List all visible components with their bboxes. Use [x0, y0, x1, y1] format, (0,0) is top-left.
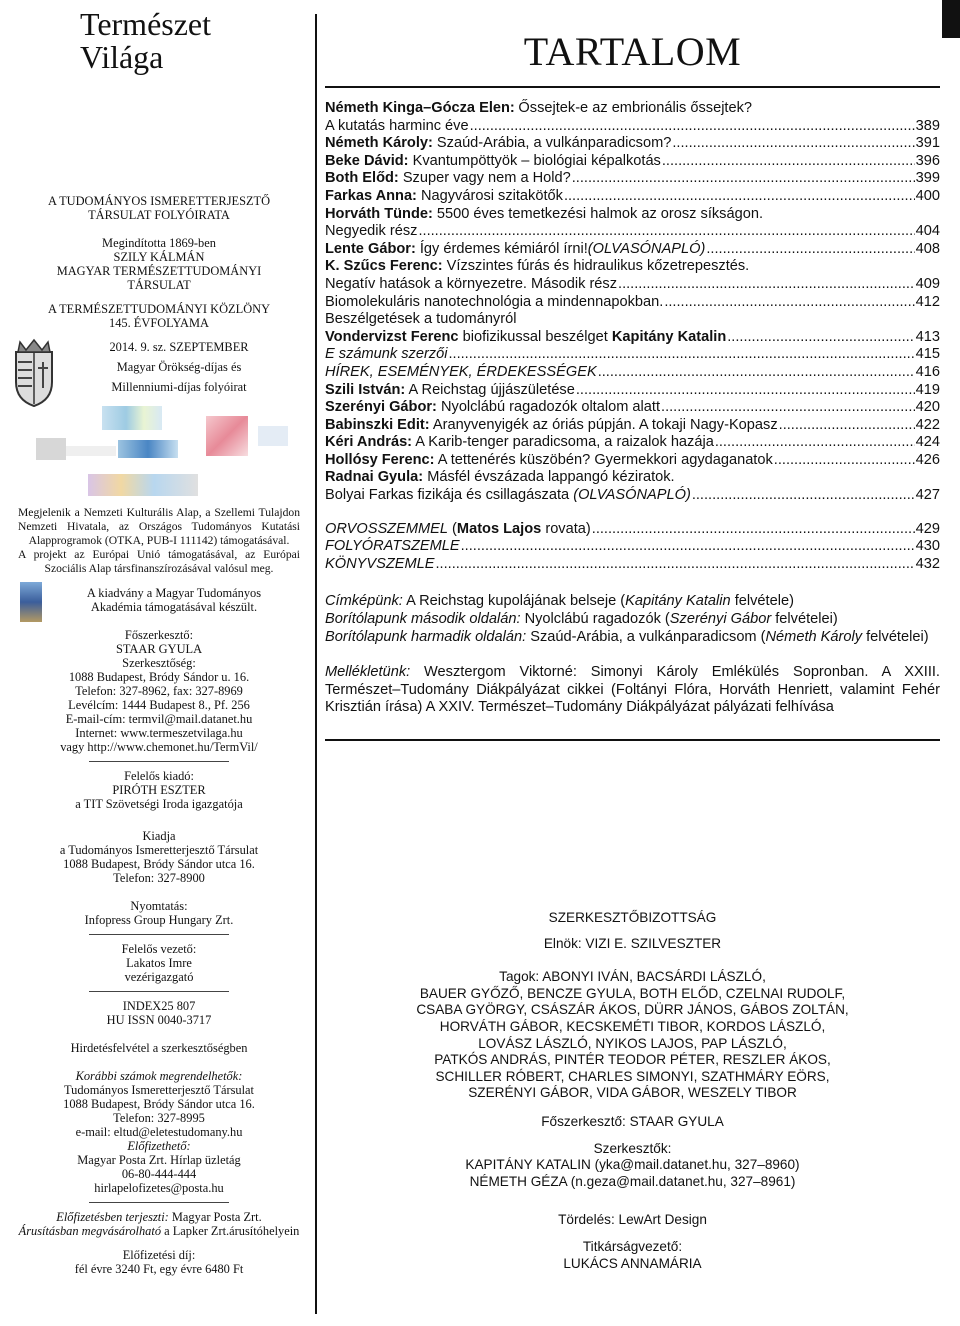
toc-author: Kapitány Katalin: [611, 328, 727, 345]
toc-title-text: Így érdemes kémiáról írni!: [419, 240, 588, 257]
toc-leader: [661, 399, 915, 417]
toc-page: 419: [915, 381, 940, 398]
toc-title-text: Biomolekuláris nanotechnológia a mindennapokban.: [325, 293, 664, 310]
supplement: [325, 664, 940, 717]
board-member-line: Tagok: ABONYI IVÁN, BACSÁRDI LÁSZLÓ,: [499, 969, 766, 985]
toc-leader: [692, 487, 915, 505]
toc-author: Farkas Anna:: [325, 187, 417, 204]
sponsor-logos: [18, 406, 300, 496]
toc-leader: [448, 346, 914, 364]
awards-line: Millenniumi-díjas folyóirat: [111, 380, 247, 394]
toc-leader: [664, 294, 914, 312]
cover-text: Nyolclábú ragadozók (: [524, 611, 670, 628]
price-line: fél évre 3240 Ft, egy évre 6480 Ft: [74, 1262, 244, 1276]
editor-name: STAAR GYULA: [115, 642, 203, 656]
toc-entry[interactable]: [325, 452, 940, 470]
page-corner-tab: [942, 0, 960, 38]
kozlony-line: A TERMÉSZETTUDOMÁNYI KÖZLÖNY: [47, 302, 271, 316]
toc-entry[interactable]: [325, 399, 940, 417]
board-member-line: SCHILLER RÓBERT, CHARLES SIMONYI, SZATHMÁRY EÖRS,: [435, 1068, 830, 1084]
board-members: [325, 969, 940, 1102]
toc-page: 396: [915, 152, 940, 169]
toc-entry[interactable]: [325, 206, 940, 241]
society-line: TÁRSULAT FOLYÓIRATA: [88, 208, 230, 222]
toc-title-text: Másfél évszázada lappangó kéziratok.: [427, 469, 675, 486]
toc-columns-list: [325, 521, 940, 574]
subscription-line: Magyar Posta Zrt. Hírlap üzletág: [77, 1153, 241, 1167]
toc-author: Szerényi Gábor:: [325, 399, 437, 416]
divider: [89, 761, 229, 762]
toc-entry[interactable]: [325, 556, 940, 574]
toc-author: K. Szűcs Ferenc:: [325, 258, 443, 275]
manager-line: Felelős vezető:: [121, 942, 197, 956]
toc-author: Both Előd:: [325, 170, 399, 187]
founded-line: Megindította 1869-ben: [102, 236, 216, 250]
toc-page: 404: [915, 223, 940, 240]
sponsor-logo: [66, 446, 116, 456]
board-layout: Tördelés: LewArt Design: [558, 1212, 707, 1228]
society-line: A TUDOMÁNYOS ISMERETTERJESZTŐ: [47, 194, 271, 208]
issue-date: 2014. 9. sz. SZEPTEMBER: [109, 340, 249, 354]
toc-page: 427: [915, 487, 940, 504]
toc-entry[interactable]: [325, 329, 940, 347]
toc-leader: [618, 276, 915, 294]
board-editors-label: Szerkesztők:: [593, 1140, 672, 1156]
toc-page: 400: [915, 187, 940, 204]
toc-title-text: E számunk szerzői: [325, 346, 448, 363]
toc-title-text: Szuper vagy nem a Hold?: [402, 170, 571, 187]
office-line: 1088 Budapest, Bródy Sándor u. 16.: [68, 670, 250, 684]
founded-line: SZILY KÁLMÁN: [113, 250, 205, 264]
support-text: Megjelenik a Nemzeti Kulturális Alap, a Szellemi Tulajdon Nemzeti Hivatala, az Országos Tudományos Kutatási Alapprogramok (OTKA, PUB-I 111142) támogatásával.: [18, 506, 300, 547]
board-member-line: LOVÁSZ LÁSZLÓ, NYIKOS LAJOS, PAP LÁSZLÓ,: [478, 1035, 787, 1051]
cover-credit: Németh Károly: [765, 628, 863, 645]
distribution-label: Árusításban megvásárolható: [18, 1224, 162, 1238]
toc-author: Lente Gábor:: [325, 240, 416, 257]
toc-leader: [576, 382, 915, 400]
board-member-line: PATKÓS ANDRÁS, PINTÉR TEODOR PÉTER, RESZLER ÁKOS,: [434, 1052, 831, 1068]
toc-leader: [598, 364, 915, 382]
toc-leader: [592, 521, 915, 539]
toc-title-text: Szaúd-Arábia, a vulkánparadicsom?: [436, 135, 672, 152]
toc-entry[interactable]: [325, 135, 940, 153]
toc-column-name: ORVOSSZEMMEL: [325, 520, 448, 537]
office-line: Internet: www.termeszetvilaga.hu: [75, 726, 243, 740]
toc-title-text: Negatív hatások a környezetre. Második rész: [325, 275, 618, 292]
toc-page: 399: [915, 170, 940, 187]
toc-page: 416: [915, 363, 940, 380]
contents-column: [325, 0, 940, 741]
sponsor-logo: [206, 416, 248, 456]
toc-entry[interactable]: [325, 364, 940, 382]
toc-page: 391: [915, 135, 940, 152]
print-line: Infopress Group Hungary Zrt.: [84, 913, 234, 927]
toc-title-text: HÍREK, ESEMÉNYEK, ÉRDEKESSÉGEK: [325, 363, 597, 380]
board-secretary-label: Titkárságvezető:: [582, 1238, 683, 1254]
toc-page: 413: [915, 328, 940, 345]
toc-author: Beke Dávid:: [325, 152, 409, 169]
awards-line: Magyar Örökség-díjas és: [116, 360, 242, 374]
toc-page: 412: [915, 293, 940, 310]
toc-entry[interactable]: ORVOSSZEMMEL (Matos Lajos rovata) ..... 429: [325, 521, 940, 539]
subscription-line: 06-80-444-444: [121, 1167, 197, 1181]
toc-section-tag: (OLVASÓNAPLÓ): [573, 487, 691, 504]
manager-line: Lakatos Imre: [126, 956, 192, 970]
toc-leader: [564, 188, 915, 206]
board-member-line: HORVÁTH GÁBOR, KECSKEMÉTI TIBOR, KORDOS LÁSZLÓ,: [439, 1018, 826, 1034]
index-line: HU ISSN 0040-3717: [106, 1013, 212, 1027]
toc-title-text: Negyedik rész: [325, 223, 418, 240]
toc-page: 420: [915, 399, 940, 416]
subscription-label-text: Előfizethető:: [127, 1139, 191, 1153]
sponsor-logo: [88, 474, 198, 496]
section-rule: [325, 739, 940, 741]
masthead: [18, 8, 300, 74]
toc-page: 409: [915, 275, 940, 292]
divider: [89, 1202, 229, 1203]
toc-list: [325, 100, 940, 505]
toc-title-text: Bolyai Farkas fizikája és csillagászata: [325, 487, 570, 504]
toc-entry[interactable]: [325, 538, 940, 556]
cover-label: Borítólapunk harmadik oldalán:: [325, 628, 527, 645]
toc-title-text: A Reichstag újjászületése: [408, 381, 575, 398]
cover-credit: Szerényi Gábor: [669, 611, 772, 628]
toc-page: 430: [915, 538, 940, 555]
toc-leader: [470, 118, 915, 136]
toc-entry[interactable]: [325, 294, 940, 312]
editorial-board: [325, 910, 940, 1272]
office-line: E-mail-cím: termvil@mail.datanet.hu: [65, 712, 253, 726]
sponsor-logo: [36, 438, 66, 460]
academy-line: A kiadvány a Magyar Tudományos: [86, 586, 262, 600]
toc-entry[interactable]: [325, 188, 940, 206]
manager-line: vezérigazgató: [124, 970, 194, 984]
toc-leader: [727, 329, 914, 347]
founded-line: MAGYAR TERMÉSZETTUDOMÁNYI: [56, 264, 262, 278]
toc-page: 389: [915, 117, 940, 134]
sponsor-logo: [258, 426, 288, 446]
toc-title-text: Nagyvárosi szitakötők: [420, 187, 563, 204]
toc-column-name: KÖNYVSZEMLE: [325, 555, 435, 572]
distribution-value: a Lapker Zrt.árusítóhelyein: [164, 1224, 300, 1238]
toc-title-text: 5500 éves temetkezési halmok az orosz síkságon.: [436, 205, 763, 222]
eu-text: A projekt az Európai Unió támogatásával, az Európai Szociális Alap társfinanszírozásával valósul meg.: [18, 548, 300, 575]
toc-author: Babinszki Edit:: [325, 416, 430, 433]
index-line: INDEX25 807: [122, 999, 196, 1013]
toc-page: 422: [915, 416, 940, 433]
issuer-line: Telefon: 327-8900: [113, 871, 205, 885]
toc-title-text: Kvantumpöttyök – biológiai képalkotás: [412, 152, 661, 169]
toc-column-suffix: rovata: [545, 520, 586, 537]
publisher-line: a TIT Szövetségi Iroda igazgatója: [75, 797, 243, 811]
publisher-label: Felelős kiadó:: [124, 769, 194, 783]
cover-caption: [325, 629, 940, 647]
board-chair: Elnök: VIZI E. SZILVESZTER: [543, 935, 722, 951]
imprint-column: [18, 8, 300, 1276]
toc-page: 426: [915, 451, 940, 468]
subscription-label: [18, 1139, 300, 1153]
toc-title: TARTALOM: [523, 29, 742, 74]
sponsor-logo: [102, 406, 162, 430]
distribution-line: [18, 1210, 300, 1224]
board-editor-line: KAPITÁNY KATALIN (yka@mail.datanet.hu, 327–8960): [465, 1157, 800, 1173]
masthead-line-2: Világa: [80, 39, 164, 75]
toc-leader: [418, 223, 914, 241]
academy-line: Akadémia támogatásával készült.: [90, 600, 258, 614]
divider: [89, 934, 229, 935]
toc-author: Németh Kinga–Gócza Elen:: [325, 100, 515, 116]
cover-label: Borítólapunk második oldalán:: [325, 611, 521, 628]
toc-leader: [706, 241, 914, 259]
column-divider: [315, 14, 317, 1314]
toc-title-text: A kutatás harminc éve: [325, 117, 469, 134]
toc-entry[interactable]: [325, 241, 940, 259]
toc-entry[interactable]: [325, 382, 940, 400]
distribution-line: [18, 1224, 300, 1238]
distribution-value: Magyar Posta Zrt.: [171, 1210, 262, 1224]
board-editor: Főszerkesztő: STAAR GYULA: [541, 1113, 724, 1129]
ads-line: Hirdetésfelvétel a szerkesztőségben: [70, 1041, 248, 1055]
cover-text: felvétele): [730, 593, 794, 610]
distribution-label: Előfizetésben terjeszti:: [56, 1210, 169, 1224]
toc-author: Matos Lajos: [456, 520, 542, 537]
cover-text: A Reichstag kupolájának belseje (: [406, 593, 626, 610]
back-issues-line: Telefon: 327-8995: [113, 1111, 205, 1125]
cover-captions: [325, 593, 940, 646]
founded-line: TÁRSULAT: [127, 278, 191, 292]
academy-logo: [20, 582, 42, 622]
toc-entry[interactable]: [325, 417, 940, 435]
toc-entry[interactable]: [325, 100, 940, 135]
toc-author: Kéri András:: [325, 434, 413, 451]
kozlony-line: 145. ÉVFOLYAMA: [109, 316, 209, 330]
board-member-line: BAUER GYŐZŐ, BENCZE GYULA, BOTH ELŐD, CZELNAI RUDOLF,: [419, 985, 846, 1001]
toc-title-text: Aranyvenyigék az óriás púpján. A tokaji Nagy-Kopasz: [432, 416, 778, 433]
toc-section-heading: Beszélgetések a tudományról: [325, 311, 517, 328]
cover-text: felvételei): [866, 628, 929, 645]
office-line: vagy http://www.chemonet.hu/TermVil/: [60, 740, 258, 754]
cover-label: Címképünk:: [325, 593, 403, 610]
toc-entry[interactable]: [325, 258, 940, 293]
toc-page: 408: [915, 240, 940, 257]
toc-title-text: biofizikussal beszélget: [462, 328, 608, 345]
office-line: Telefon: 327-8962, fax: 327-8969: [75, 684, 243, 698]
toc-title-rule: [325, 86, 940, 88]
masthead-line-1: Természet: [80, 6, 212, 42]
toc-author: Vondervizst Ferenc: [325, 328, 459, 345]
toc-author: Radnai Gyula:: [325, 469, 424, 486]
board-editor-line: NÉMETH GÉZA (n.geza@mail.datanet.hu, 327–8961): [469, 1173, 796, 1189]
board-title: SZERKESZTŐBIZOTTSÁG: [548, 910, 717, 925]
toc-author: Németh Károly:: [325, 135, 433, 152]
toc-author: Horváth Tünde:: [325, 205, 433, 222]
board-member-line: SZERÉNYI GÁBOR, VIDA GÁBOR, WESZELY TIBOR: [468, 1085, 797, 1101]
toc-author: Szili István:: [325, 381, 406, 398]
toc-title-text: A Karib-tenger paradicsoma, a raizalok hazája: [415, 434, 714, 451]
toc-page: 424: [915, 434, 940, 451]
back-issues-label: [18, 1069, 300, 1083]
toc-leader: [572, 170, 915, 188]
toc-author: Hollósy Ferenc:: [325, 451, 435, 468]
toc-column-name: FOLYÓRATSZEMLE: [325, 538, 460, 555]
sponsor-logo: [118, 440, 178, 458]
toc-page: 415: [915, 346, 940, 363]
back-issues-line: Tudományos Ismeretterjesztő Társulat: [64, 1083, 254, 1097]
toc-section-tag: (OLVASÓNAPLÓ): [587, 240, 706, 257]
office-label: Szerkesztőség:: [122, 656, 196, 670]
issuer-line: Kiadja: [142, 829, 176, 843]
toc-section: [325, 311, 940, 329]
toc-page: 429: [915, 520, 940, 537]
publisher-line: PIRÓTH ESZTER: [112, 783, 206, 797]
toc-leader: [774, 452, 915, 470]
divider: [89, 991, 229, 992]
board-member-line: CSABA GYÖRGY, CSÁSZÁR ÁKOS, DÜRR JÁNOS, GÁBOS ZOLTÁN,: [416, 1002, 849, 1018]
cover-text: felvételei): [771, 611, 838, 628]
back-issues-line: e-mail: eltud@eletestudomany.hu: [75, 1125, 243, 1139]
toc-entry[interactable]: [325, 469, 940, 504]
back-issues-line: 1088 Budapest, Bródy Sándor utca 16.: [63, 1097, 255, 1111]
toc-leader: [672, 135, 914, 153]
cover-caption: [325, 593, 940, 611]
toc-title-text: Nyolclábú ragadozók oltalom alatt: [440, 399, 661, 416]
issuer-line: a Tudományos Ismeretterjesztő Társulat: [59, 843, 259, 857]
cover-caption: [325, 611, 940, 629]
back-issues-label-text: Korábbi számok megrendelhetők:: [75, 1069, 243, 1083]
toc-title-text: Őssejtek-e az embrionális őssejtek?: [518, 100, 753, 116]
supplement-text: Wesztergom Viktorné: Simonyi Károly Emlékülés Sopronban. A XXIII. Természet–Tudomány Diákpályázat cikkei (Foltányi Flóra, Horváth Henriett, valamint Fehér Krisztián írása) A XXIV. Természet–Tudomány Diákpályázat pályázati felhívása: [325, 664, 940, 716]
toc-leader: [662, 153, 915, 171]
toc-leader: [435, 556, 914, 574]
issuer-line: 1088 Budapest, Bródy Sándor utca 16.: [63, 857, 255, 871]
office-line: Levélcím: 1444 Budapest 8., Pf. 256: [68, 698, 250, 712]
toc-title-text: Vízszintes fúrás és hidraulikus kőzetrepesztés.: [446, 258, 750, 275]
toc-leader: [779, 417, 915, 435]
cover-text: Szaúd-Arábia, a vulkánparadicsom (: [530, 628, 766, 645]
toc-entry[interactable]: [325, 170, 940, 188]
print-line: Nyomtatás:: [130, 899, 188, 913]
board-secretary: LUKÁCS ANNAMÁRIA: [563, 1255, 702, 1271]
toc-leader: [715, 434, 915, 452]
toc-leader: [461, 538, 915, 556]
subscription-line: hirlapelofizetes@posta.hu: [94, 1181, 224, 1195]
price-label: Előfizetési díj:: [122, 1248, 196, 1262]
toc-entry[interactable]: [325, 153, 940, 171]
toc-entry[interactable]: [325, 434, 940, 452]
toc-page: 432: [915, 555, 940, 572]
crest-icon: [10, 338, 58, 408]
toc-title-text: A tettenérés küszöbén? Gyermekkori agydaganatok: [437, 451, 773, 468]
toc-entry[interactable]: [325, 346, 940, 364]
editor-label: Főszerkesztő:: [124, 628, 194, 642]
supplement-label: Mellékletünk:: [325, 664, 411, 681]
cover-credit: Kapitány Katalin: [625, 593, 731, 610]
